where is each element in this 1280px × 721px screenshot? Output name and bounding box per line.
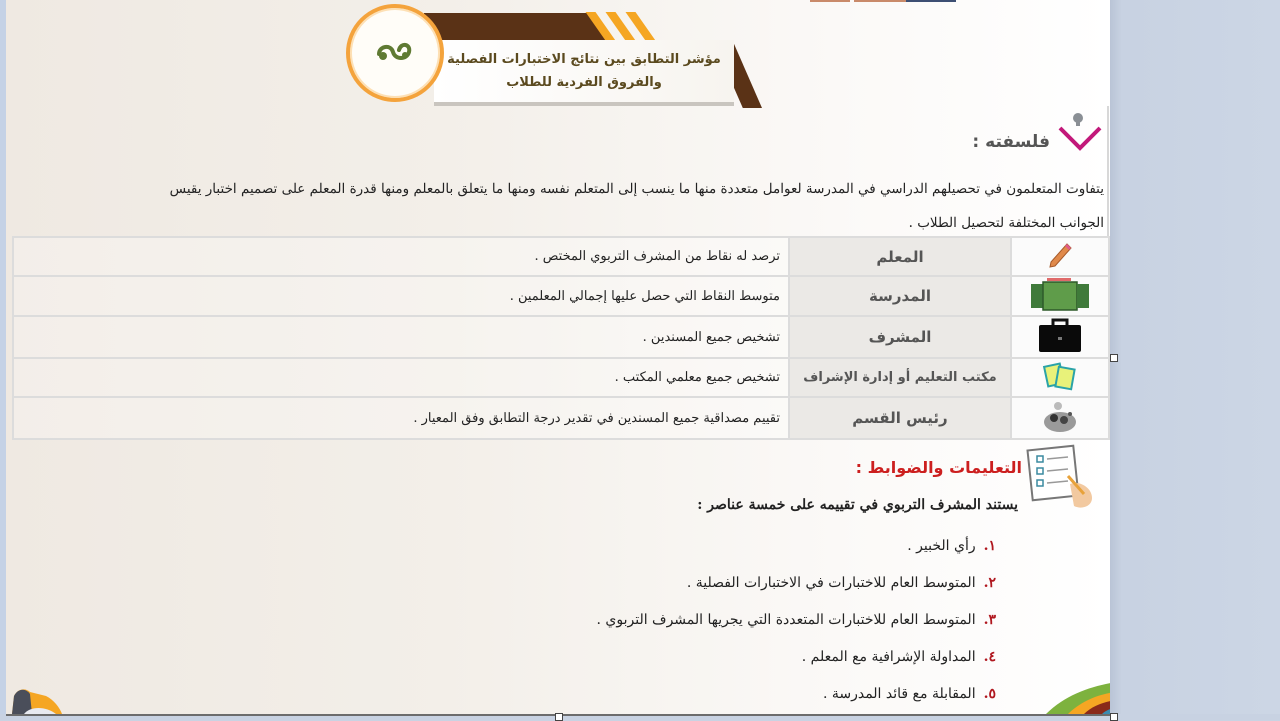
- list-item-number: ٣.: [983, 612, 996, 628]
- slide-page: [6, 0, 1110, 714]
- list-item: [506, 680, 996, 714]
- banner-emblem: [346, 4, 444, 102]
- banner-title: [434, 40, 734, 106]
- description-cell: ترصد له نقاط من المشرف التربوي المختص .: [13, 237, 789, 276]
- entity-cell: المعلم: [789, 237, 1011, 276]
- list-item-text: رأي الخبير .: [907, 538, 976, 554]
- row-icon-cell: [1011, 358, 1109, 397]
- list-item-number: ٤.: [983, 649, 996, 665]
- list-item-text: المداولة الإشرافية مع المعلم .: [801, 649, 976, 665]
- corner-decoration-right: [1046, 680, 1110, 714]
- philosophy-line-2: الجوانب المختلفة لتحصيل الطلاب .: [908, 215, 1104, 231]
- corner-decoration-left: [12, 686, 62, 714]
- list-item: [506, 643, 996, 680]
- list-item: [506, 532, 996, 569]
- list-item-text: المقابلة مع قائد المدرسة .: [822, 686, 976, 702]
- table-row: [13, 397, 1109, 439]
- chalkboard-icon: [1029, 277, 1091, 311]
- list-item-text: المتوسط العام للاختبارات المتعددة التي يجريها المشرف التربوي .: [596, 612, 976, 628]
- row-icon-cell: [1011, 397, 1109, 439]
- description-cell: متوسط النقاط التي حصل عليها إجمالي المعلمين .: [13, 276, 789, 316]
- documents-icon: [1042, 361, 1078, 391]
- entity-cell: مكتب التعليم أو إدارة الإشراف: [789, 358, 1011, 397]
- top-color-bars: [810, 0, 960, 2]
- description-cell: تشخيص جميع معلمي المكتب .: [13, 358, 789, 397]
- banner-title-line2: والفروق الفردية للطلاب: [506, 75, 662, 90]
- philosophy-heading: فلسفته :: [972, 132, 1050, 152]
- responsibilities-table: [12, 236, 1110, 440]
- list-item-number: ١.: [983, 538, 996, 554]
- department-head-icon: [1040, 398, 1080, 434]
- list-item-number: ٢.: [983, 575, 996, 591]
- table-row: [13, 237, 1109, 276]
- row-icon-cell: [1011, 237, 1109, 276]
- ornament-icon: [373, 40, 417, 66]
- resize-handle-right[interactable]: [1110, 354, 1118, 362]
- philosophy-paragraph: [14, 172, 1104, 240]
- table-row: [13, 316, 1109, 358]
- criteria-list: [506, 532, 996, 714]
- list-item: [506, 606, 996, 643]
- entity-cell: المدرسة: [789, 276, 1011, 316]
- banner-brown-stripe: [424, 13, 614, 41]
- editor-bottom-strip: [0, 714, 1280, 720]
- entity-cell: المشرف: [789, 316, 1011, 358]
- description-cell: تشخيص جميع المسندين .: [13, 316, 789, 358]
- list-item-text: المتوسط العام للاختبارات في الاختبارات الفصلية .: [686, 575, 976, 591]
- description-cell: تقييم مصداقية جميع المسندين في تقدير درجة التطابق وفق المعيار .: [13, 397, 789, 439]
- instructions-intro: يستند المشرف التربوي في تقييمه على خمسة عناصر :: [697, 497, 1018, 513]
- table-row: [13, 276, 1109, 316]
- checklist-clipboard-icon: [1026, 444, 1100, 512]
- title-banner: [344, 4, 774, 108]
- instructions-heading: التعليمات والضوابط :: [855, 458, 1022, 477]
- table-row: [13, 358, 1109, 397]
- philosophy-line-1: يتفاوت المتعلمون في تحصيلهم الدراسي في المدرسة لعوامل متعددة منها ما ينسب إلى المتعلم نفسه ومنها ما يتعلق بالمعلم ومنها قدرة المعلم على تصميم اختبار يقيس: [169, 181, 1104, 197]
- briefcase-icon: [1037, 317, 1083, 353]
- row-icon-cell: [1011, 316, 1109, 358]
- list-item: [506, 569, 996, 606]
- list-item-number: ٥.: [983, 686, 996, 702]
- banner-title-line1: مؤشر التطابق بين نتائج الاختبارات الفصلية: [447, 52, 721, 67]
- editor-background: [1110, 0, 1280, 720]
- pencil-icon: [1045, 240, 1075, 270]
- lightbulb-check-icon: [1056, 110, 1102, 156]
- row-icon-cell: [1011, 276, 1109, 316]
- entity-cell: رئيس القسم: [789, 397, 1011, 439]
